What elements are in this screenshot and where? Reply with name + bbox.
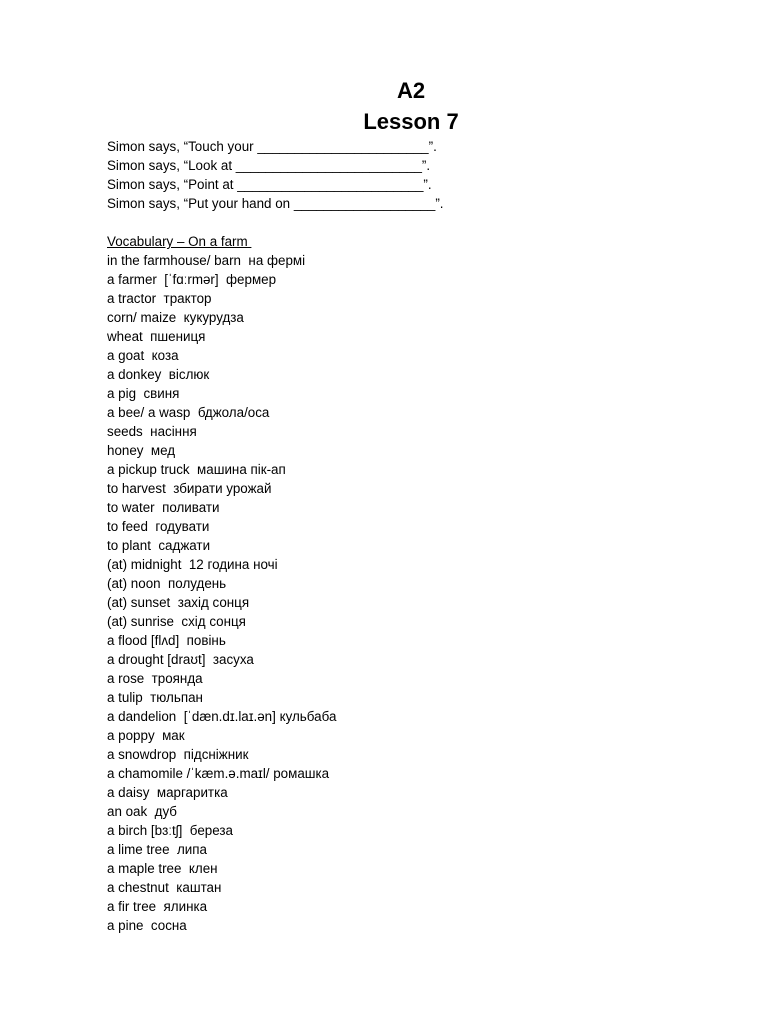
vocabulary-item: a poppy мак <box>107 728 185 743</box>
vocabulary-item: a chamomile /ˈkæm.ə.maɪl/ ромашка <box>107 766 330 781</box>
vocabulary-item: a tulip тюльпан <box>107 690 203 705</box>
vocabulary-item: a pine сосна <box>107 918 187 933</box>
vocabulary-item: a birch [bɜːtʃ] береза <box>107 823 233 838</box>
vocabulary-item: a flood [flʌd] повінь <box>107 633 226 648</box>
vocabulary-item: a dandelion [ˈdæn.dɪ.laɪ.ən] кульбаба <box>107 709 337 724</box>
vocabulary-item: a tractor трактор <box>107 291 212 306</box>
vocabulary-item: a bee/ a wasp бджола/оса <box>107 405 270 420</box>
document-body <box>107 137 727 935</box>
vocabulary-item: (at) midnight 12 година ночі <box>107 557 278 572</box>
vocabulary-item: a pickup truck машина пік-ап <box>107 462 286 477</box>
vocabulary-item: a donkey віслюк <box>107 367 210 382</box>
vocabulary-item: (at) sunset захід сонця <box>107 595 250 610</box>
vocabulary-heading: Vocabulary – On a farm <box>107 234 252 249</box>
vocabulary-item: a goat коза <box>107 348 179 363</box>
vocabulary-item: honey мед <box>107 443 176 458</box>
vocabulary-item: a maple tree клен <box>107 861 218 876</box>
vocabulary-item: a lime tree липа <box>107 842 207 857</box>
level-title: A2 <box>396 78 426 103</box>
simon-says-line: Simon says, “Point at _________________________”. <box>107 177 432 192</box>
vocabulary-item: to harvest збирати урожай <box>107 481 272 496</box>
vocabulary-item: a farmer [ˈfɑːrmər] фермер <box>107 272 277 287</box>
vocabulary-item: corn/ maize кукурудза <box>107 310 244 325</box>
vocabulary-item: in the farmhouse/ barn на фермі <box>107 253 306 268</box>
vocabulary-item: (at) noon полудень <box>107 576 227 591</box>
vocabulary-list <box>107 251 727 935</box>
vocabulary-item: a chestnut каштан <box>107 880 222 895</box>
vocabulary-item: wheat пшениця <box>107 329 206 344</box>
simon-says-line: Simon says, “Put your hand on ___________________”. <box>107 196 444 211</box>
vocabulary-item: to plant саджати <box>107 538 211 553</box>
simon-says-line: Simon says, “Touch your _______________________”. <box>107 139 437 154</box>
vocabulary-item: a daisy маргаритка <box>107 785 228 800</box>
vocabulary-item: to water поливати <box>107 500 220 515</box>
vocabulary-item: (at) sunrise схід сонця <box>107 614 246 629</box>
vocabulary-item: to feed годувати <box>107 519 210 534</box>
vocabulary-item: an oak дуб <box>107 804 177 819</box>
vocabulary-item: seeds насіння <box>107 424 197 439</box>
lesson-title: Lesson 7 <box>363 109 459 134</box>
vocabulary-item: a drought [draʊt] засуха <box>107 652 254 667</box>
vocabulary-item: a rose троянда <box>107 671 203 686</box>
vocabulary-item: a snowdrop підсніжник <box>107 747 249 762</box>
vocabulary-item: a fir tree ялинка <box>107 899 208 914</box>
blank-line <box>107 213 727 232</box>
vocabulary-item: a pig свиня <box>107 386 180 401</box>
simon-says-line: Simon says, “Look at _________________________”. <box>107 158 431 173</box>
